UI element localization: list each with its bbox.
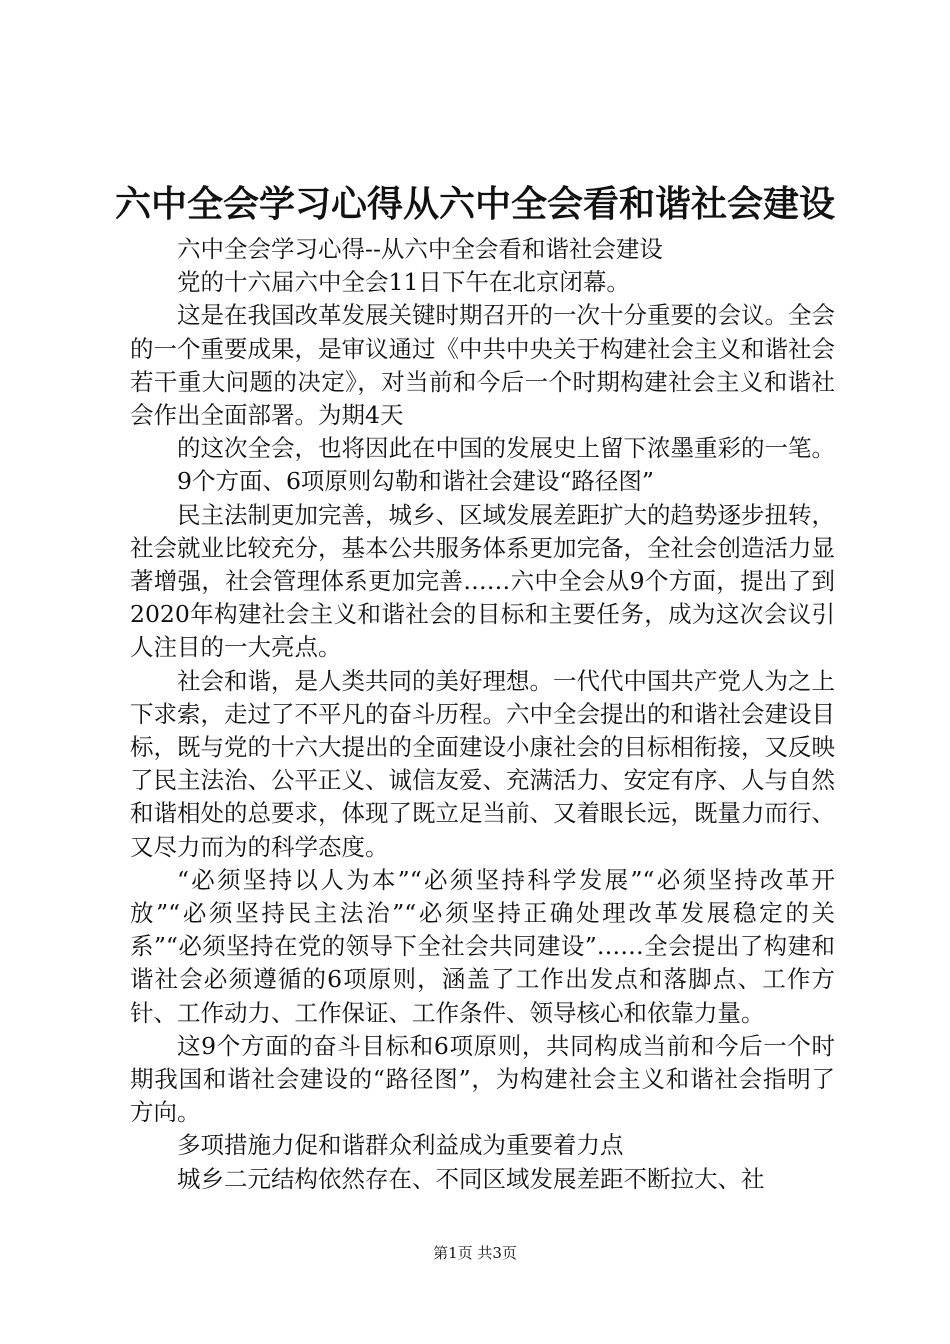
page-footer: 第1页 共3页 <box>433 1244 517 1262</box>
section-heading: 多项措施力促和谐群众利益成为重要着力点 <box>177 1131 624 1160</box>
section-heading: 9个方面、6项原则勾勒和谐社会建设“路径图” <box>177 467 654 496</box>
paragraph: 的这次全会，也将因此在中国的发展史上留下浓墨重彩的一笔。 <box>177 434 835 463</box>
paragraph: 民主法制更加完善，城乡、区域发展差距扩大的趋势逐步扭转，社会就业比较充分，基本公共服务体系更加完备，全社会创造活力显著增强，社会管理体系更加完善……六中全会从9个方面，提出了到2020年构建社会主义和谐社会的目标和主要任务，成为这次会议引人注目的一大亮点。 <box>130 500 835 662</box>
paragraph: 这是在我国改革发展关键时期召开的一次十分重要的会议。全会的一个重要成果，是审议通过《中共中央关于构建社会主义和谐社会若干重大问题的决定》，对当前和今后一个时期构建社会主义和谐社会作出全面部署。为期4天 <box>130 301 835 430</box>
paragraph: 社会和谐，是人类共同的美好理想。一代代中国共产党人为之上下求索，走过了不平凡的奋斗历程。六中全会提出的和谐社会建设目标，既与党的十六大提出的全面建设小康社会的目标相衔接，又反映了民主法治、公平正义、诚信友爱、充满活力、安定有序、人与自然和谐相处的总要求，体现了既立足当前、又着眼长远，既量力而行、又尽力而为的科学态度。 <box>130 666 835 861</box>
document-title: 六中全会学习心得从六中全会看和谐社会建设 <box>114 183 835 225</box>
paragraph: 六中全会学习心得--从六中全会看和谐社会建设 <box>177 235 663 263</box>
document-body <box>130 233 835 1196</box>
paragraph: “必须坚持以人为本”“必须坚持科学发展”“必须坚持改革开放”“必须坚持民主法治”“必须坚持正确处理改革发展稳定的关系”“必须坚持在党的领导下全社会共同建设”……全会提出了构建和谐社会必须遵循的6项原则，涵盖了工作出发点和落脚点、工作方针、工作动力、工作保证、工作条件、领导核心和依靠力量。 <box>130 865 835 1027</box>
paragraph: 这9个方面的奋斗目标和6项原则，共同构成当前和今后一个时期我国和谐社会建设的“路径图”，为构建社会主义和谐社会指明了方向。 <box>130 1031 835 1127</box>
paragraph: 党的十六届六中全会11日下午在北京闭幕。 <box>177 268 630 297</box>
paragraph: 城乡二元结构依然存在、不同区域发展差距不断拉大、社 <box>177 1164 765 1193</box>
